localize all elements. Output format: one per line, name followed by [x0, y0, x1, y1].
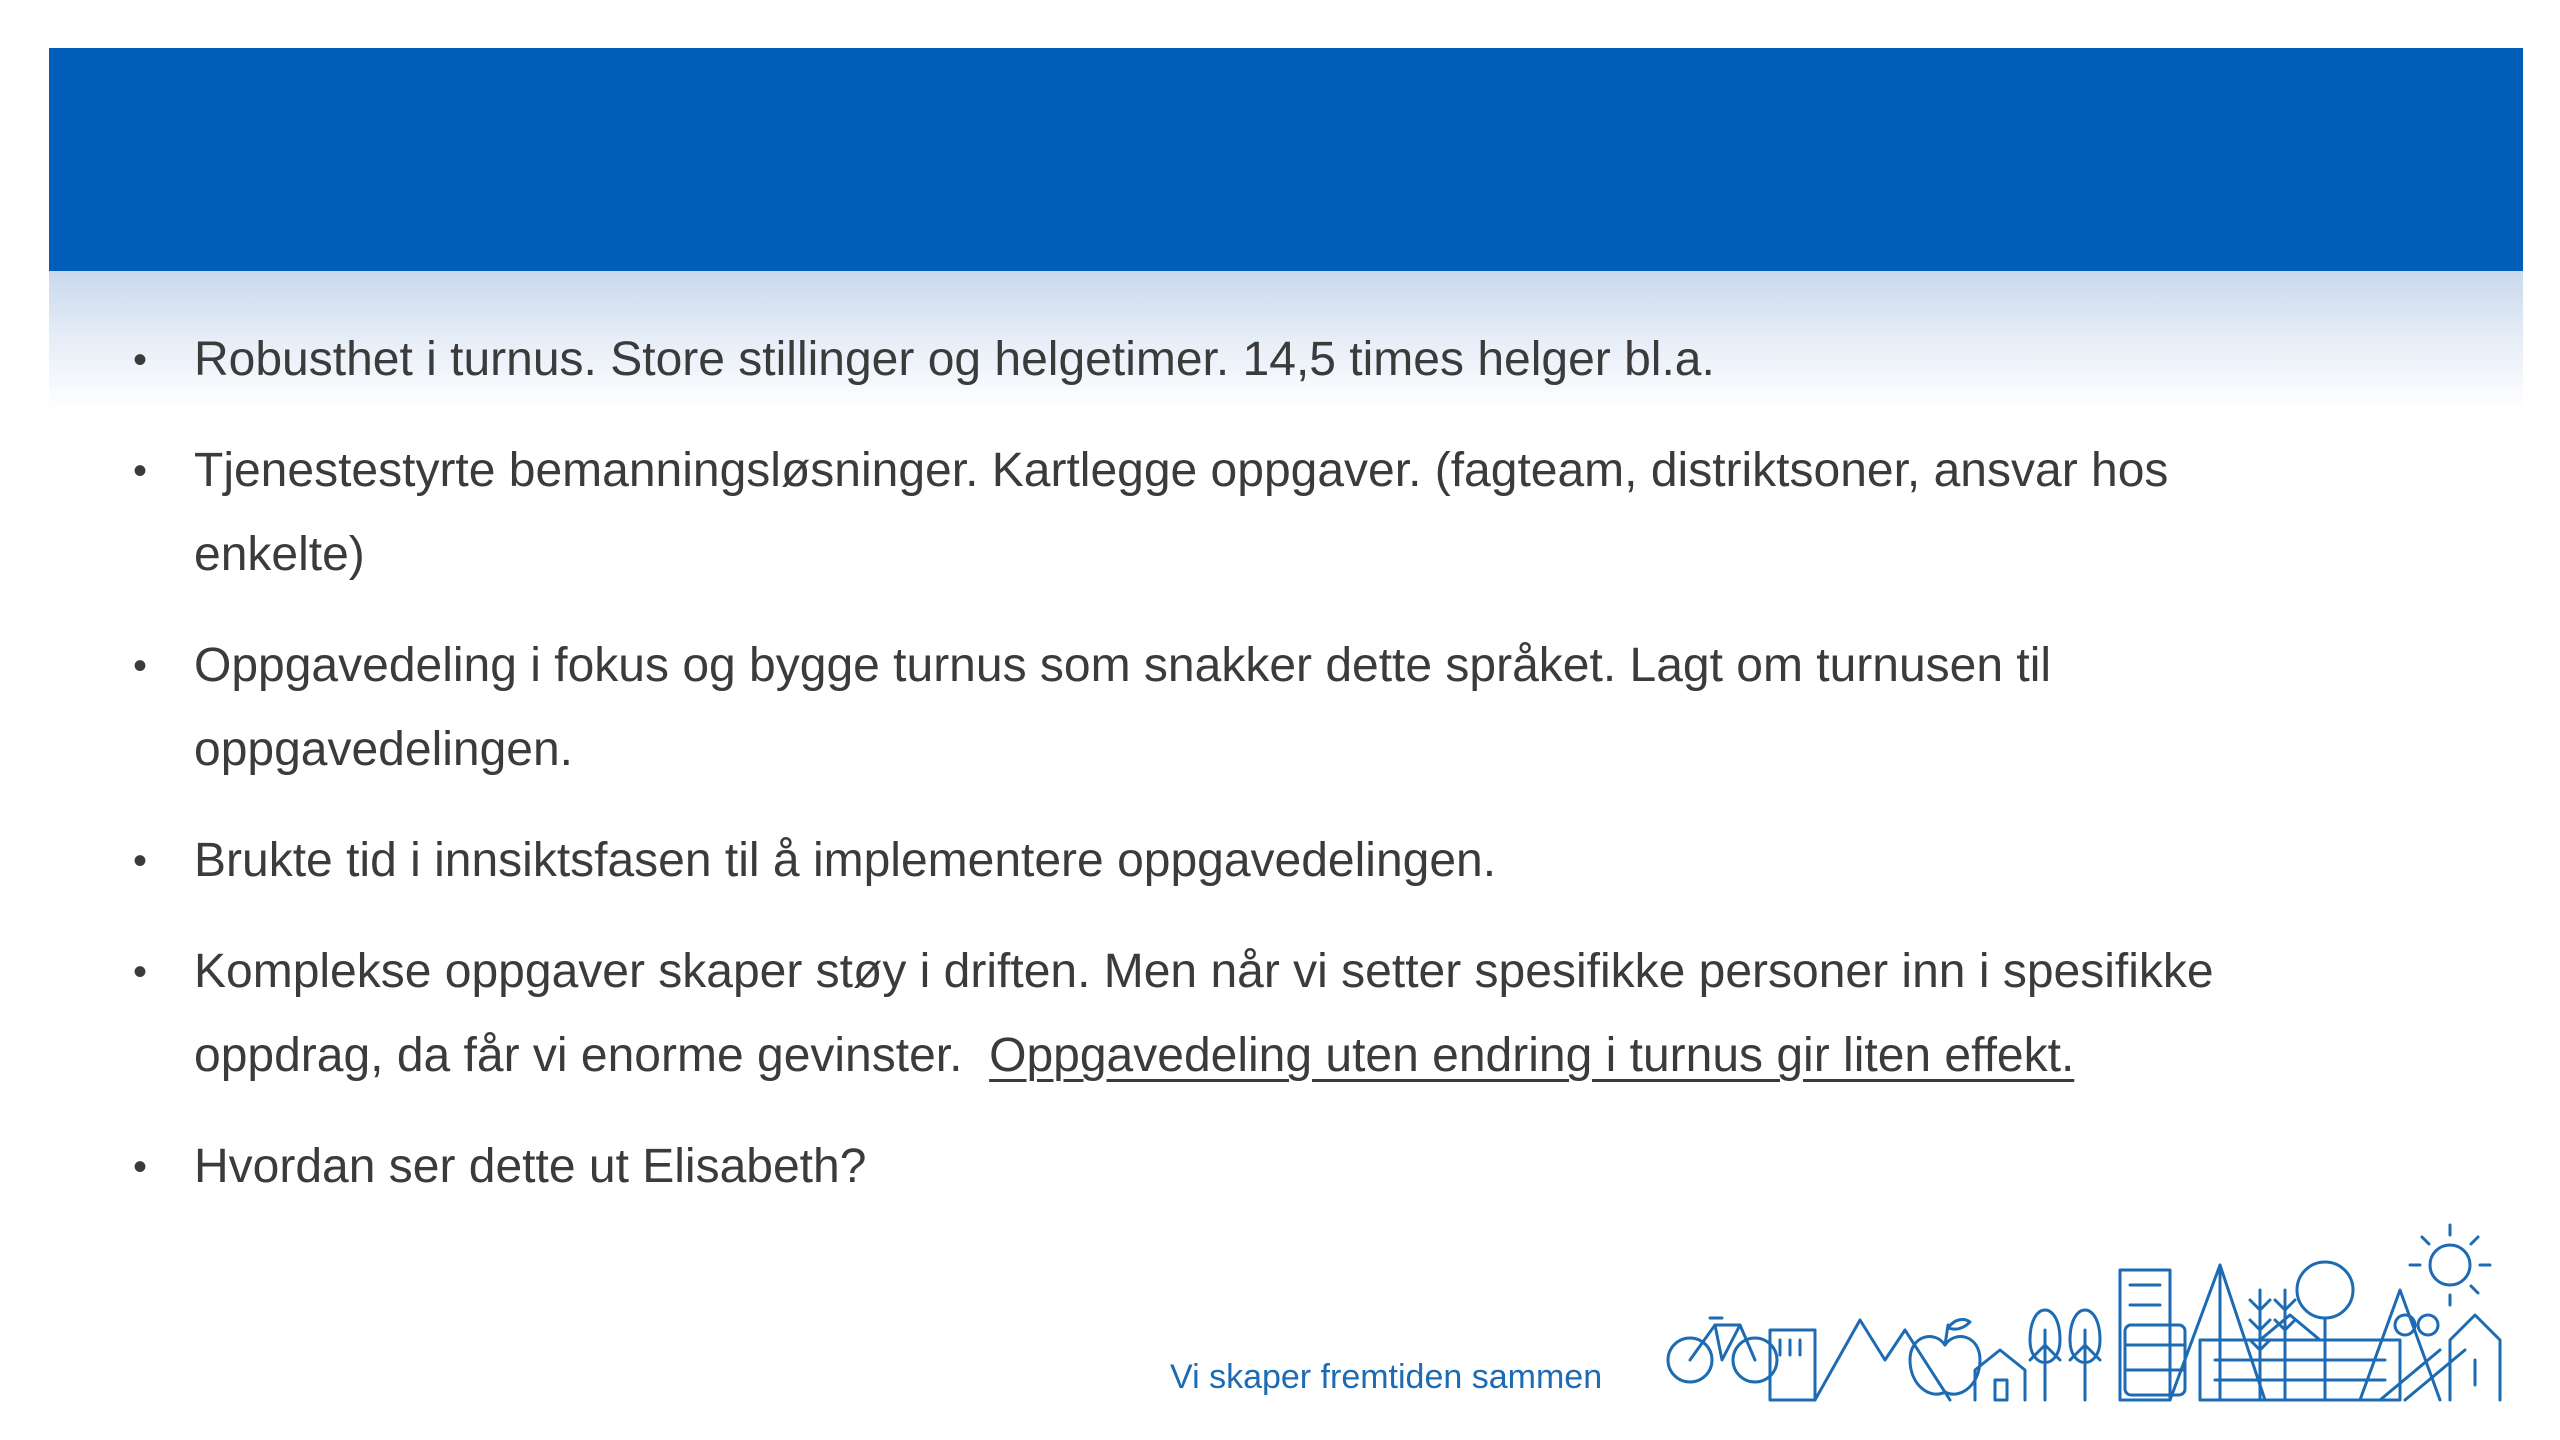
bullet-item [125, 318, 2245, 402]
footer-tagline: Vi skaper fremtiden sammen [1170, 1358, 1603, 1396]
bullet-text-underlined: Oppgavedeling uten endring i turnus gir liten effekt. [989, 1029, 2075, 1082]
bullet-marker: • [133, 950, 148, 994]
bullet-item [125, 819, 2245, 903]
cityscape-illustration [1660, 1210, 2510, 1410]
bullet-text: Robusthet i turnus. Store stillinger og helgetimer. 14,5 times helger bl.a. [194, 333, 1715, 386]
bullet-marker: • [133, 839, 148, 883]
bullet-item [125, 1125, 2245, 1209]
bullet-text: Tjenestestyrte bemanningsløsninger. Kartlegge oppgaver. (fagteam, distriktsoner, ansvar hos enkelte) [194, 444, 2169, 581]
bullet-marker: • [133, 449, 148, 493]
cityscape-icon [1660, 1210, 2510, 1410]
bullet-marker: • [133, 338, 148, 382]
bullet-text: Hvordan ser dette ut Elisabeth? [194, 1140, 867, 1193]
bullet-text: Brukte tid i innsiktsfasen til å implementere oppgavedelingen. [194, 834, 1497, 887]
bullet-text: Komplekse oppgaver skaper støy i driften. Men når vi setter spesifikke personer inn i spesifikke oppdrag, da får vi enorme gevinster. [194, 945, 2227, 1082]
title-bar [49, 48, 2523, 271]
bullet-marker: • [133, 1145, 148, 1189]
bullet-text: Oppgavedeling i fokus og bygge turnus som snakker dette språket. Lagt om turnusen til oppgavedelingen. [194, 639, 2052, 776]
bullet-list [125, 318, 2245, 1236]
bullet-item [125, 624, 2245, 792]
bullet-marker: • [133, 644, 148, 688]
bullet-item [125, 429, 2245, 597]
bullet-item [125, 930, 2245, 1098]
